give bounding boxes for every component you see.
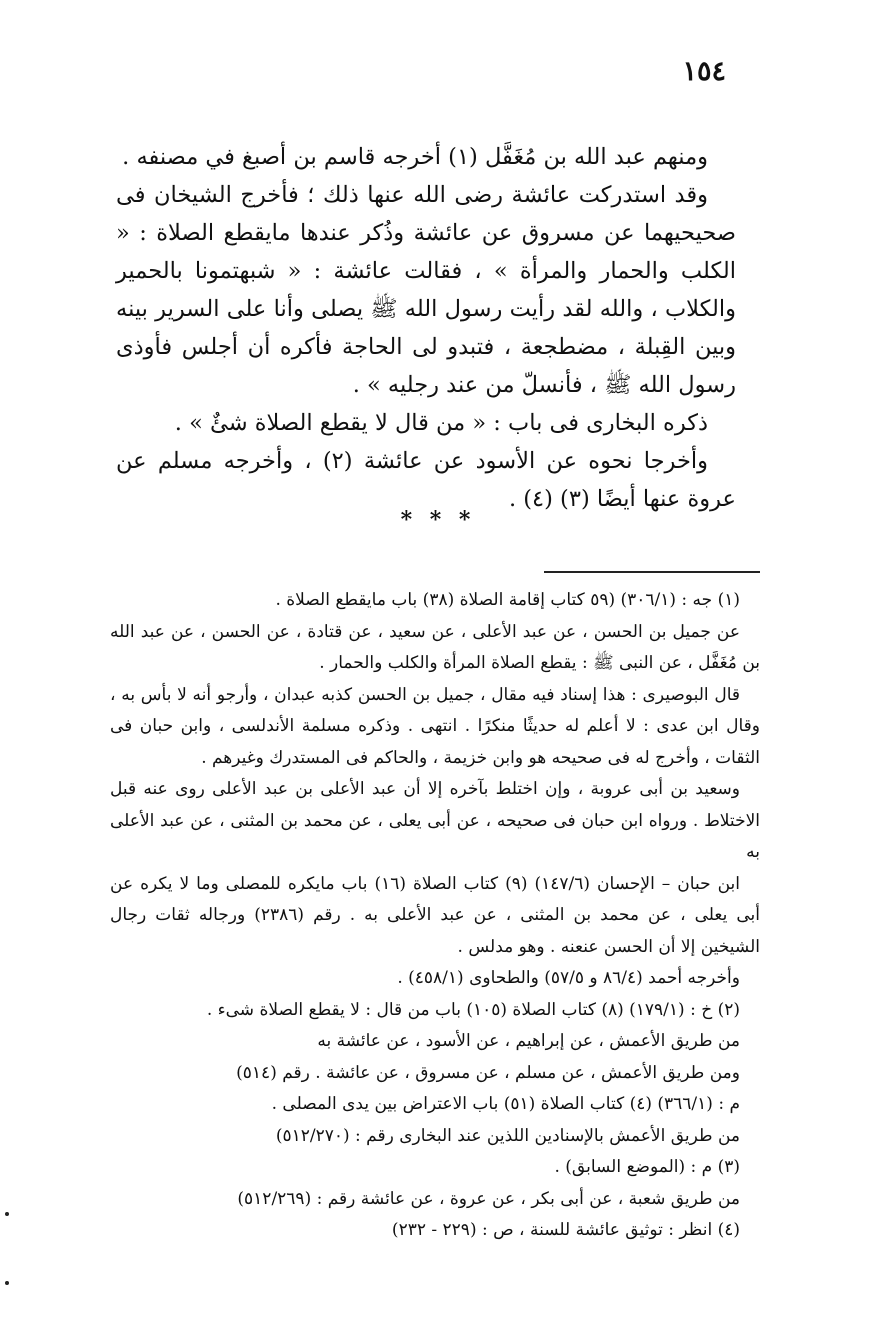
footnote-line: ابن حبان – الإحسان (١٤٧/٦) (٩) كتاب الصلاة (١٦) باب مايكره للمصلى وما لا يكره عن أبى يعلى ، عن محمد بن المثنى ، عن عبد الأعلى به . رقم (٢٣٨٦) ورجاله ثقات رجال الشيخين إلا أن الحسن عنعنه . وهو مدلس . <box>110 873 760 957</box>
footnote-line: (٢) خ : (١٧٩/١) (٨) كتاب الصلاة (١٠٥) باب من قال : لا يقطع الصلاة شىء . <box>206 999 740 1020</box>
scan-speck <box>5 1281 9 1285</box>
body-paragraph: ومنهم عبد الله بن مُغَفَّل (١) أخرجه قاسم بن أصبغ في مصنفه . <box>122 144 708 170</box>
footnote-line: وأخرجه أحمد (٨٦/٤ و ٥٧/٥) والطحاوى (٤٥٨/١) . <box>397 968 740 988</box>
footnote-divider <box>544 571 760 573</box>
body-paragraph: وقد استدركت عائشة رضى الله عنها ذلك ؛ فأخرج الشيخان فى صحيحيهما عن مسروق عن عائشة وذُكر عندها مايقطع الصلاة : « الكلب والحمار والمرأة » ، فقالت عائشة : « شبهتمونا بالحمير والكلاب ، والله لقد رأيت رسول الله ﷺ يصلى وأنا على السرير بينه وبين القِبلة ، مضطجعة ، فتبدو لى الحاجة فأكره أن أجلس فأوذى رسول الله ﷺ ، فأنسلّ من عند رجليه » . <box>116 182 736 398</box>
footnote-line: من طريق الأعمش ، عن إبراهيم ، عن الأسود ، عن عائشة به <box>317 1031 740 1051</box>
footnote-line: (١) جه : (٣٠٦/١) (٥٩ كتاب إقامة الصلاة (٣٨) باب مايقطع الصلاة . <box>275 590 740 610</box>
footnote-line: م : (٣٦٦/١) (٤) كتاب الصلاة (٥١) باب الاعتراض بين يدى المصلى . <box>271 1094 740 1114</box>
main-text <box>116 138 736 518</box>
page-number: ١٥٤ <box>682 56 726 87</box>
section-separator: * * * <box>400 507 476 533</box>
footnote-line: من طريق شعبة ، عن أبى بكر ، عن عروة ، عن عائشة رقم : (٥١٢/٢٦٩) <box>237 1188 740 1209</box>
footnote-line: قال البوصيرى : هذا إسناد فيه مقال ، جميل بن الحسن كذبه عبدان ، وأرجو أنه لا بأس به ، وقال ابن عدى : لا أعلم له حديثًا منكرًا . انتهى . وذكره مسلمة الأندلسى ، وابن حبان فى الثقات ، وأخرج له فى صحيحه هو وابن خزيمة ، والحاكم فى المستدرك وغيرهم . <box>110 684 760 768</box>
footnotes <box>110 585 760 1247</box>
body-paragraph: ذكره البخارى فى باب : « من قال لا يقطع الصلاة شئٌ » . <box>174 410 708 436</box>
body-paragraph: وأخرجا نحوه عن الأسود عن عائشة (٢) ، وأخرجه مسلم عن عروة عنها أيضًا (٣) (٤) . <box>116 448 736 512</box>
footnote-line: (٣) م : (الموضع السابق) . <box>554 1157 740 1177</box>
footnote-line: ومن طريق الأعمش ، عن مسلم ، عن مسروق ، عن عائشة . رقم (٥١٤) <box>236 1062 740 1083</box>
scan-speck <box>5 1212 9 1216</box>
footnote-line: عن جميل بن الحسن ، عن عبد الأعلى ، عن سعيد ، عن قتادة ، عن الحسن ، عن عبد الله بن مُغَفَّل ، عن النبى ﷺ : يقطع الصلاة المرأة والكلب والحمار . <box>110 621 760 673</box>
footnote-line: وسعيد بن أبى عروبة ، وإن اختلط بآخره إلا أن عبد الأعلى بن عبد الأعلى روى عنه قبل الاختلاط . ورواه ابن حبان فى صحيحه ، عن أبى يعلى ، عن محمد بن المثنى ، عن عبد الأعلى به <box>110 779 760 862</box>
footnote-line: (٤) انظر : توثيق عائشة للسنة ، ص : (٢٢٩ - ٢٣٢) <box>391 1220 740 1240</box>
footnote-line: من طريق الأعمش بالإسنادين اللذين عند البخارى رقم : (٥١٢/٢٧٠) <box>275 1125 740 1146</box>
